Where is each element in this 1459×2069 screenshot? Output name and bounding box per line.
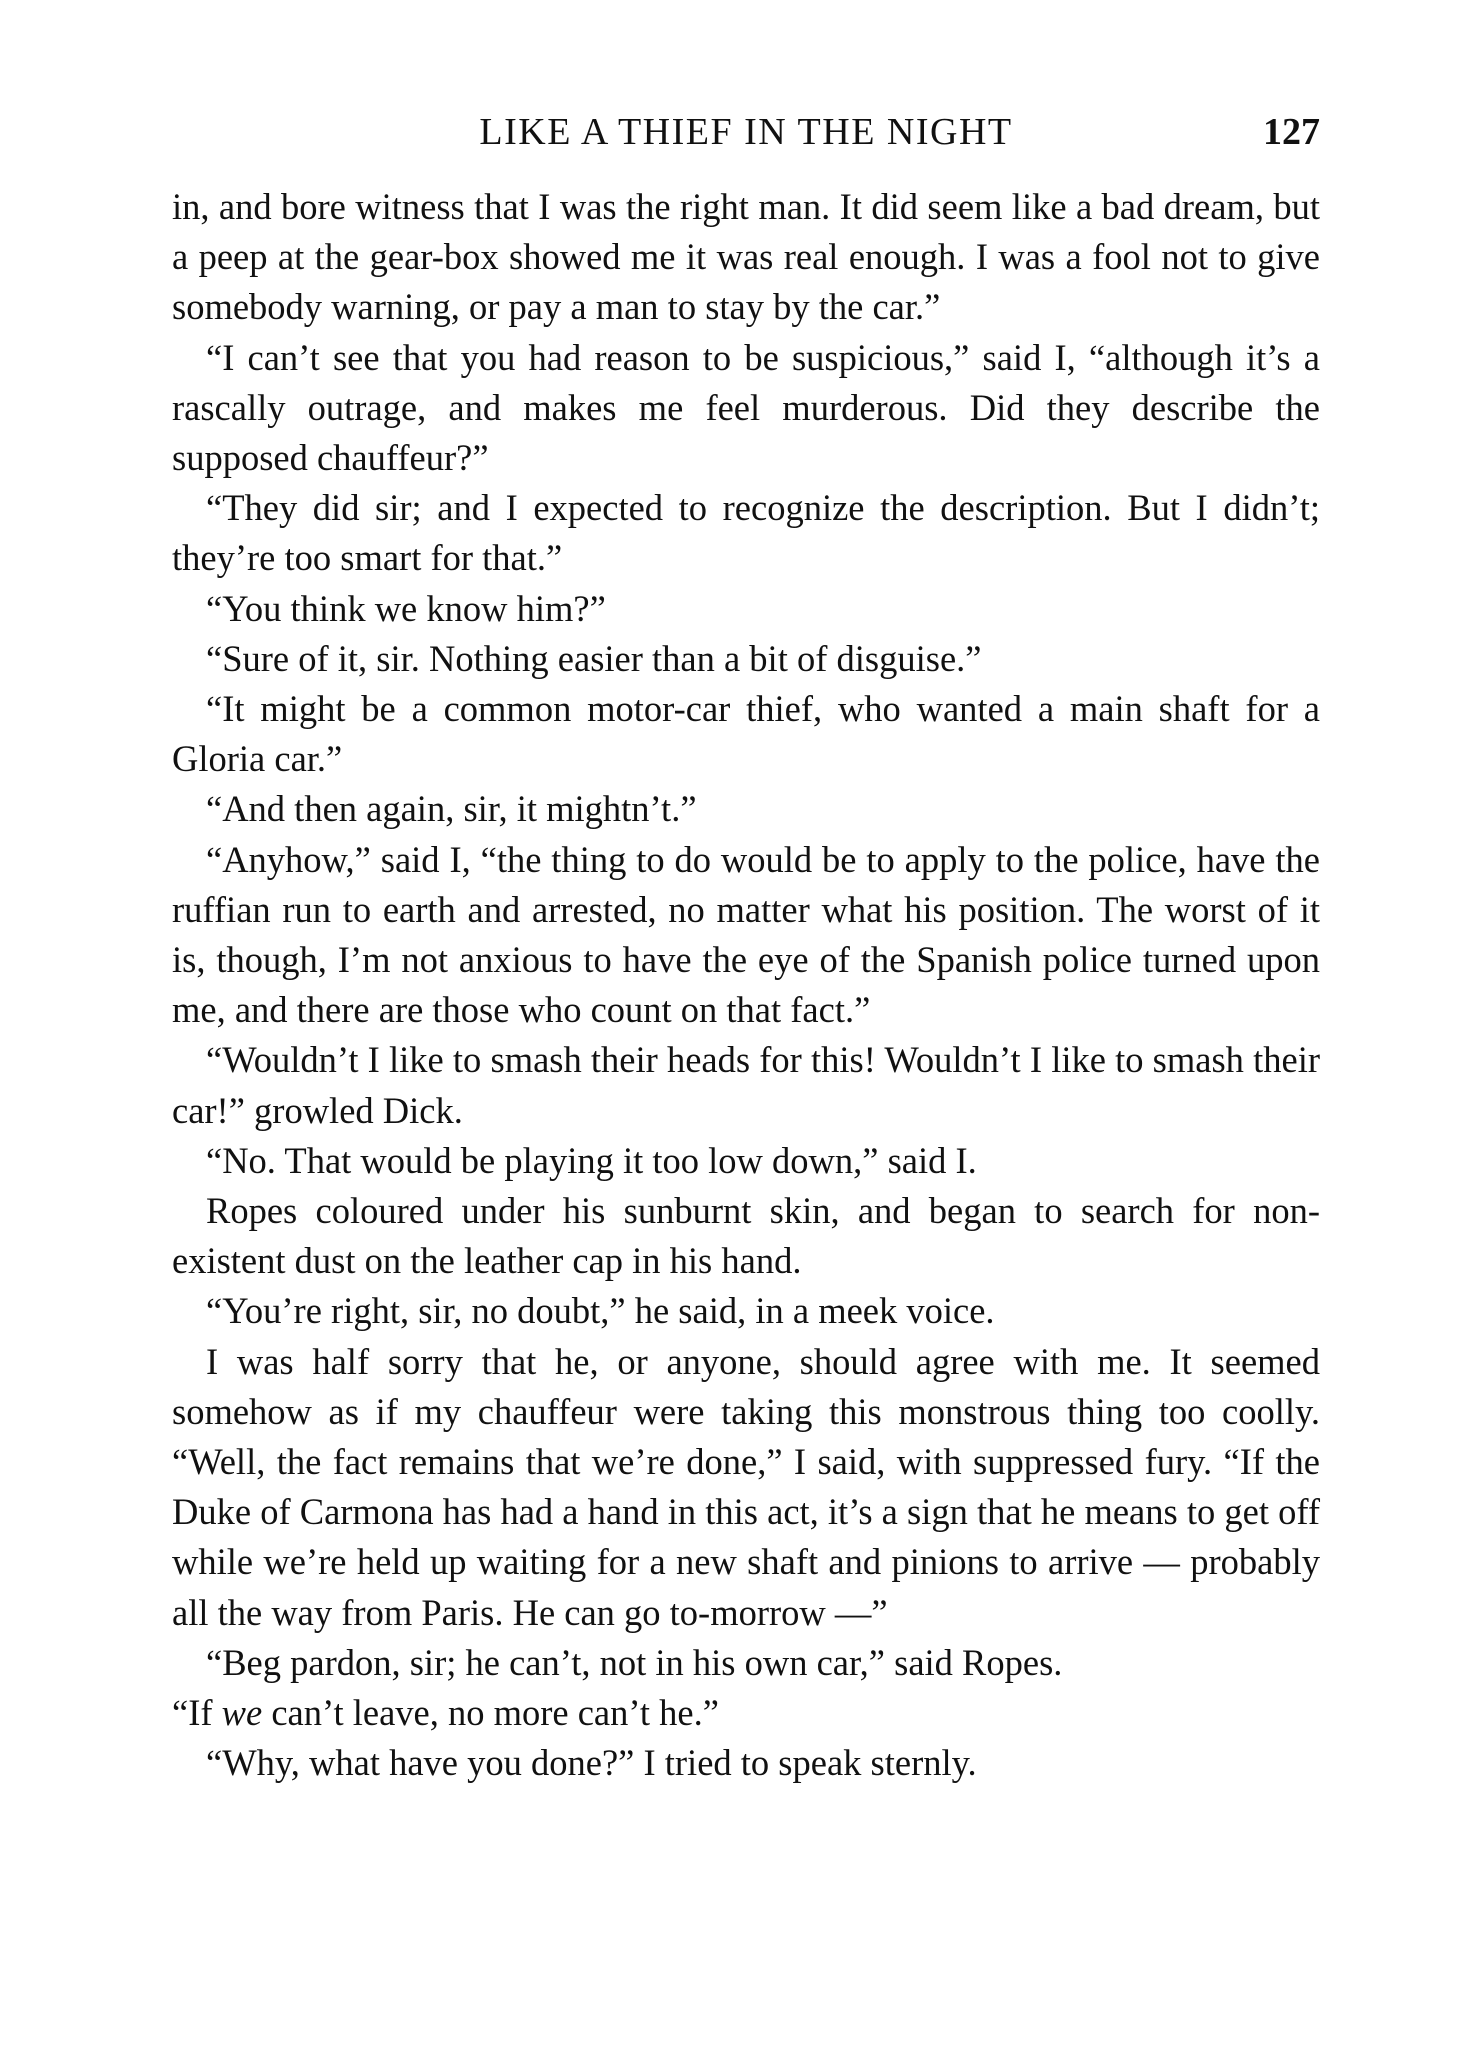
paragraph: “And then again, sir, it mightn’t.” — [206, 788, 697, 830]
paragraph: “It might be a common motor-car thief, who wanted a main shaft for a Gloria car.” — [172, 688, 1320, 780]
paragraph: in, and bore witness that I was the right man. It did seem like a bad dream, but a peep at the gear-box showed me it was real enough. I was a fool not to give somebody warning, or pay a man to stay by the car.” — [172, 186, 1320, 328]
paragraph: “I can’t see that you had reason to be suspicious,” said I, “although it’s a rascally outrage, and makes me feel murderous. Did they describe the supposed chauffeur?” — [172, 336, 1320, 479]
paragraph — [172, 1688, 1320, 1738]
running-head — [172, 110, 1320, 162]
paragraph: “Why, what have you done?” I tried to speak sternly. — [206, 1742, 977, 1784]
page-number: 127 — [1263, 111, 1320, 153]
paragraph: “You think we know him?” — [206, 587, 606, 629]
book-page — [172, 110, 1320, 1789]
paragraph: I was half sorry that he, or anyone, should agree with me. It seemed somehow as if my chauffeur were taking this monstrous thing too coolly. “Well, the fact remains that we’re done,” I said, with suppressed fury. “If the Duke of Carmona has had a hand in this act, it’s a sign that he means to get off while we’re held up waiting for a new shaft and pinions to arrive — probably all the way from Paris. He can go to-morrow —” — [172, 1340, 1320, 1633]
paragraph-text: “If — [172, 1692, 222, 1734]
body-text — [172, 182, 1320, 1789]
emphasis: we — [221, 1692, 263, 1734]
paragraph: “Anyhow,” said I, “the thing to do would be to apply to the police, have the ruffian run to earth and arrested, no matter what his position. The worst of it is, though, I’m not anxious to have the eye of the Spanish police turned upon me, and there are those who count on that fact.” — [172, 838, 1320, 1031]
running-title: LIKE A THIEF IN THE NIGHT — [479, 111, 1013, 153]
paragraph: “Wouldn’t I like to smash their heads for this! Wouldn’t I like to smash their car!” growled Dick. — [172, 1039, 1320, 1131]
paragraph: “You’re right, sir, no doubt,” he said, in a meek voice. — [206, 1290, 995, 1332]
paragraph: “No. That would be playing it too low down,” said I. — [206, 1139, 977, 1181]
paragraph: “Beg pardon, sir; he can’t, not in his own car,” said Ropes. — [206, 1641, 1063, 1683]
paragraph: “Sure of it, sir. Nothing easier than a bit of disguise.” — [206, 637, 982, 679]
paragraph: “They did sir; and I expected to recognize the description. But I didn’t; they’re too smart for that.” — [172, 487, 1320, 579]
paragraph-text: can’t leave, no more can’t he.” — [262, 1692, 719, 1734]
paragraph: Ropes coloured under his sunburnt skin, and began to search for non-existent dust on the leather cap in his hand. — [172, 1190, 1320, 1282]
